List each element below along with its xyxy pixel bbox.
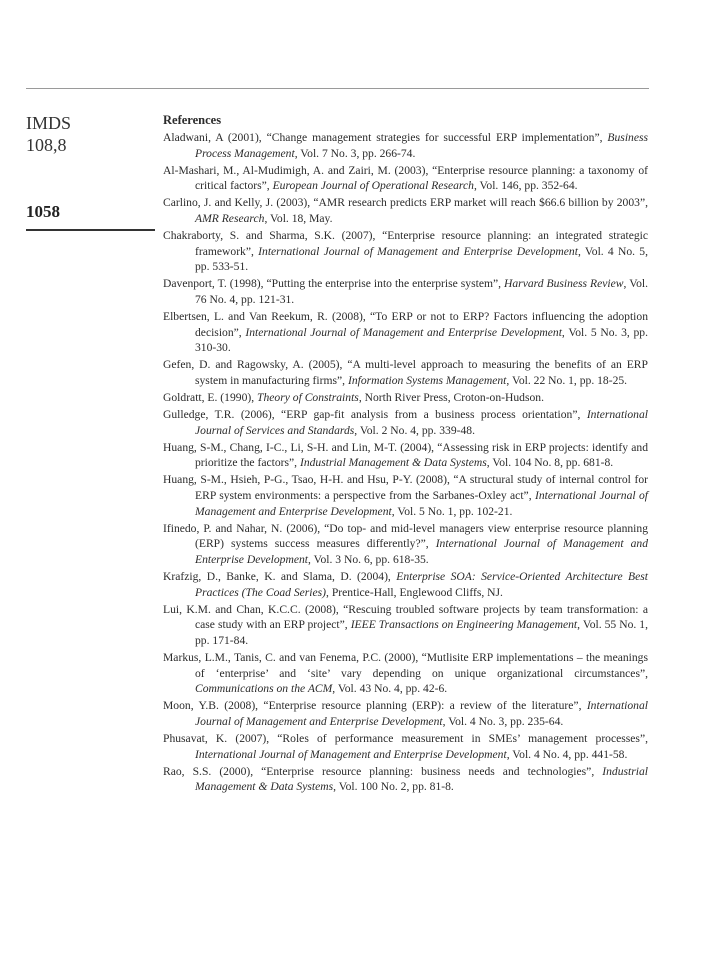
- reference-item: [163, 521, 648, 568]
- reference-text: Aladwani, A (2001), “Change management strategies for successful ERP implementation”,: [163, 131, 608, 144]
- reference-item: [163, 130, 648, 161]
- reference-text: Moon, Y.B. (2008), “Enterprise resource planning (ERP): a review of the literature”,: [163, 699, 587, 713]
- reference-source: International Journal of Management and Enterprise Development: [195, 699, 648, 728]
- reference-source: Information Systems Management: [347, 373, 507, 387]
- reference-text: , Vol. 4 No. 5, pp. 533-51.: [195, 244, 648, 274]
- journal-info: [26, 112, 71, 156]
- reference-text: , Vol. 104 No. 8, pp. 681-8.: [486, 456, 614, 470]
- reference-text: , Vol. 18, May.: [264, 211, 333, 225]
- reference-source: AMR Research: [195, 211, 265, 225]
- reference-text: , Vol. 4 No. 3, pp. 235-64.: [442, 714, 564, 728]
- journal-volume: 108,8: [26, 135, 67, 155]
- reference-text: Rao, S.S. (2000), “Enterprise resource planning: business needs and technologies”,: [163, 764, 603, 778]
- reference-item: [163, 650, 648, 697]
- reference-text: Elbertsen, L. and Van Reekum, R. (2008), “To ERP or not to ERP? Factors influencing the adoption decision”,: [163, 310, 648, 339]
- reference-text: Gefen, D. and Ragowsky, A. (2005), “A multi-level approach to measuring the benefits of an ERP system in manufacturing firms”,: [163, 358, 648, 387]
- reference-text: Huang, S-M., Hsieh, P-G., Tsao, H-H. and Hsu, P-Y. (2008), “A structural study of internal control for ERP system environments: a perspective from the Sarbanes-Oxley act”,: [163, 473, 648, 503]
- reference-text: Al-Mashari, M., Al-Mudimigh, A. and Zairi, M. (2003), “Enterprise resource planning: a taxonomy of critical factors”,: [163, 163, 648, 193]
- reference-text: Krafzig, D., Banke, K. and Slama, D. (2004),: [163, 570, 397, 584]
- reference-list: [163, 130, 648, 795]
- reference-text: , Vol. 146, pp. 352-64.: [473, 179, 578, 193]
- reference-source: International Journal of Services and Standards: [195, 408, 648, 437]
- reference-item: [163, 276, 648, 307]
- reference-text: Phusavat, K. (2007), “Roles of performance measurement in SMEs’ management processes”,: [163, 731, 648, 745]
- reference-text: Lui, K.M. and Chan, K.C.C. (2008), “Rescuing troubled software projects by team transformation: a case study with an ERP project”,: [163, 602, 648, 632]
- reference-text: Carlino, J. and Kelly, J. (2003), “AMR research predicts ERP market will reach $66.6 billion by 2003”,: [163, 196, 648, 210]
- reference-text: , Vol. 100 No. 2, pp. 81-8.: [333, 780, 454, 794]
- reference-text: Markus, L.M., Tanis, C. and van Fenema, P.C. (2000), “Mutlisite ERP implementations – the meanings of ‘enterprise’ and ‘site’ vary depending on unique organizational circumstances”,: [163, 651, 648, 680]
- reference-item: [163, 569, 648, 600]
- reference-text: , Vol. 2 No. 4, pp. 339-48.: [354, 423, 475, 437]
- reference-text: , Vol. 22 No. 1, pp. 18-25.: [506, 373, 628, 387]
- reference-text: , Vol. 4 No. 4, pp. 441-58.: [506, 747, 628, 761]
- reference-source: International Journal of Management and Enterprise Development: [245, 325, 562, 339]
- reference-source: European Journal of Operational Research: [272, 179, 474, 193]
- reference-item: [163, 698, 648, 729]
- reference-source: Communications on the ACM: [195, 682, 333, 696]
- reference-source: International Journal of Management and Enterprise Development: [195, 537, 649, 566]
- references-section: [163, 112, 648, 796]
- reference-source: Business Process Management: [195, 131, 648, 160]
- reference-text: , Vol. 55 No. 1, pp. 171-84.: [195, 618, 648, 647]
- reference-source: International Journal of Management and Enterprise Development: [258, 244, 578, 258]
- journal-name: IMDS: [26, 113, 72, 133]
- reference-text: Goldratt, E. (1990),: [163, 391, 258, 404]
- reference-text: Huang, S-M., Chang, I-C., Li, S-H. and Lin, M-T. (2004), “Assessing risk in ERP projects: identify and prioritize the factors”,: [163, 440, 648, 470]
- reference-item: [163, 731, 648, 762]
- page-number: 1058: [26, 202, 60, 221]
- reference-text: , Vol. 43 No. 4, pp. 42-6.: [332, 682, 448, 696]
- reference-item: [163, 472, 648, 519]
- reference-text: , Vol. 7 No. 3, pp. 266-74.: [294, 146, 416, 160]
- page-number-rule: [26, 229, 155, 231]
- reference-item: [163, 163, 648, 194]
- reference-item: [163, 407, 648, 438]
- reference-text: , Prentice-Hall, Englewood Cliffs, NJ.: [326, 585, 503, 599]
- reference-source: Harvard Business Review: [504, 277, 624, 291]
- reference-source: Industrial Management & Data Systems: [195, 764, 648, 794]
- section-title: References: [163, 113, 222, 127]
- reference-text: Davenport, T. (1998), “Putting the enterprise into the enterprise system”,: [163, 277, 505, 291]
- reference-item: [163, 309, 648, 356]
- reference-item: [163, 764, 648, 795]
- reference-text: Gulledge, T.R. (2006), “ERP gap-fit analysis from a business process orientation”,: [163, 408, 587, 422]
- reference-text: , Vol. 5 No. 1, pp. 102-21.: [391, 504, 513, 518]
- reference-source: International Journal of Management and Enterprise Development: [195, 489, 648, 518]
- reference-item: [163, 440, 648, 471]
- reference-source: IEEE Transactions on Engineering Management: [350, 618, 578, 632]
- reference-text: Ifinedo, P. and Nahar, N. (2006), “Do top- and mid-level managers view enterprise resource planning (ERP) systems success measures differently?”,: [163, 521, 648, 551]
- reference-text: , Vol. 76 No. 4, pp. 121-31.: [195, 277, 648, 306]
- reference-item: [163, 602, 648, 649]
- reference-item: [163, 357, 648, 388]
- reference-text: , Vol. 3 No. 6, pp. 618-35.: [308, 552, 429, 566]
- reference-source: Enterprise SOA: Service-Oriented Architecture Best Practices (The Coad Series): [195, 570, 648, 599]
- reference-text: , Vol. 5 No. 3, pp. 310-30.: [195, 325, 648, 355]
- reference-source: Theory of Constraints: [257, 391, 359, 404]
- reference-item: [163, 228, 648, 275]
- reference-item: [163, 390, 648, 406]
- header-rule: [26, 88, 649, 89]
- reference-text: , North River Press, Croton-on-Hudson.: [358, 391, 544, 404]
- reference-text: Chakraborty, S. and Sharma, S.K. (2007), “Enterprise resource planning: an integrated strategic framework”,: [163, 229, 648, 258]
- reference-source: Industrial Management & Data Systems: [299, 456, 487, 470]
- reference-source: International Journal of Management and Enterprise Development: [195, 747, 507, 761]
- reference-item: [163, 195, 648, 226]
